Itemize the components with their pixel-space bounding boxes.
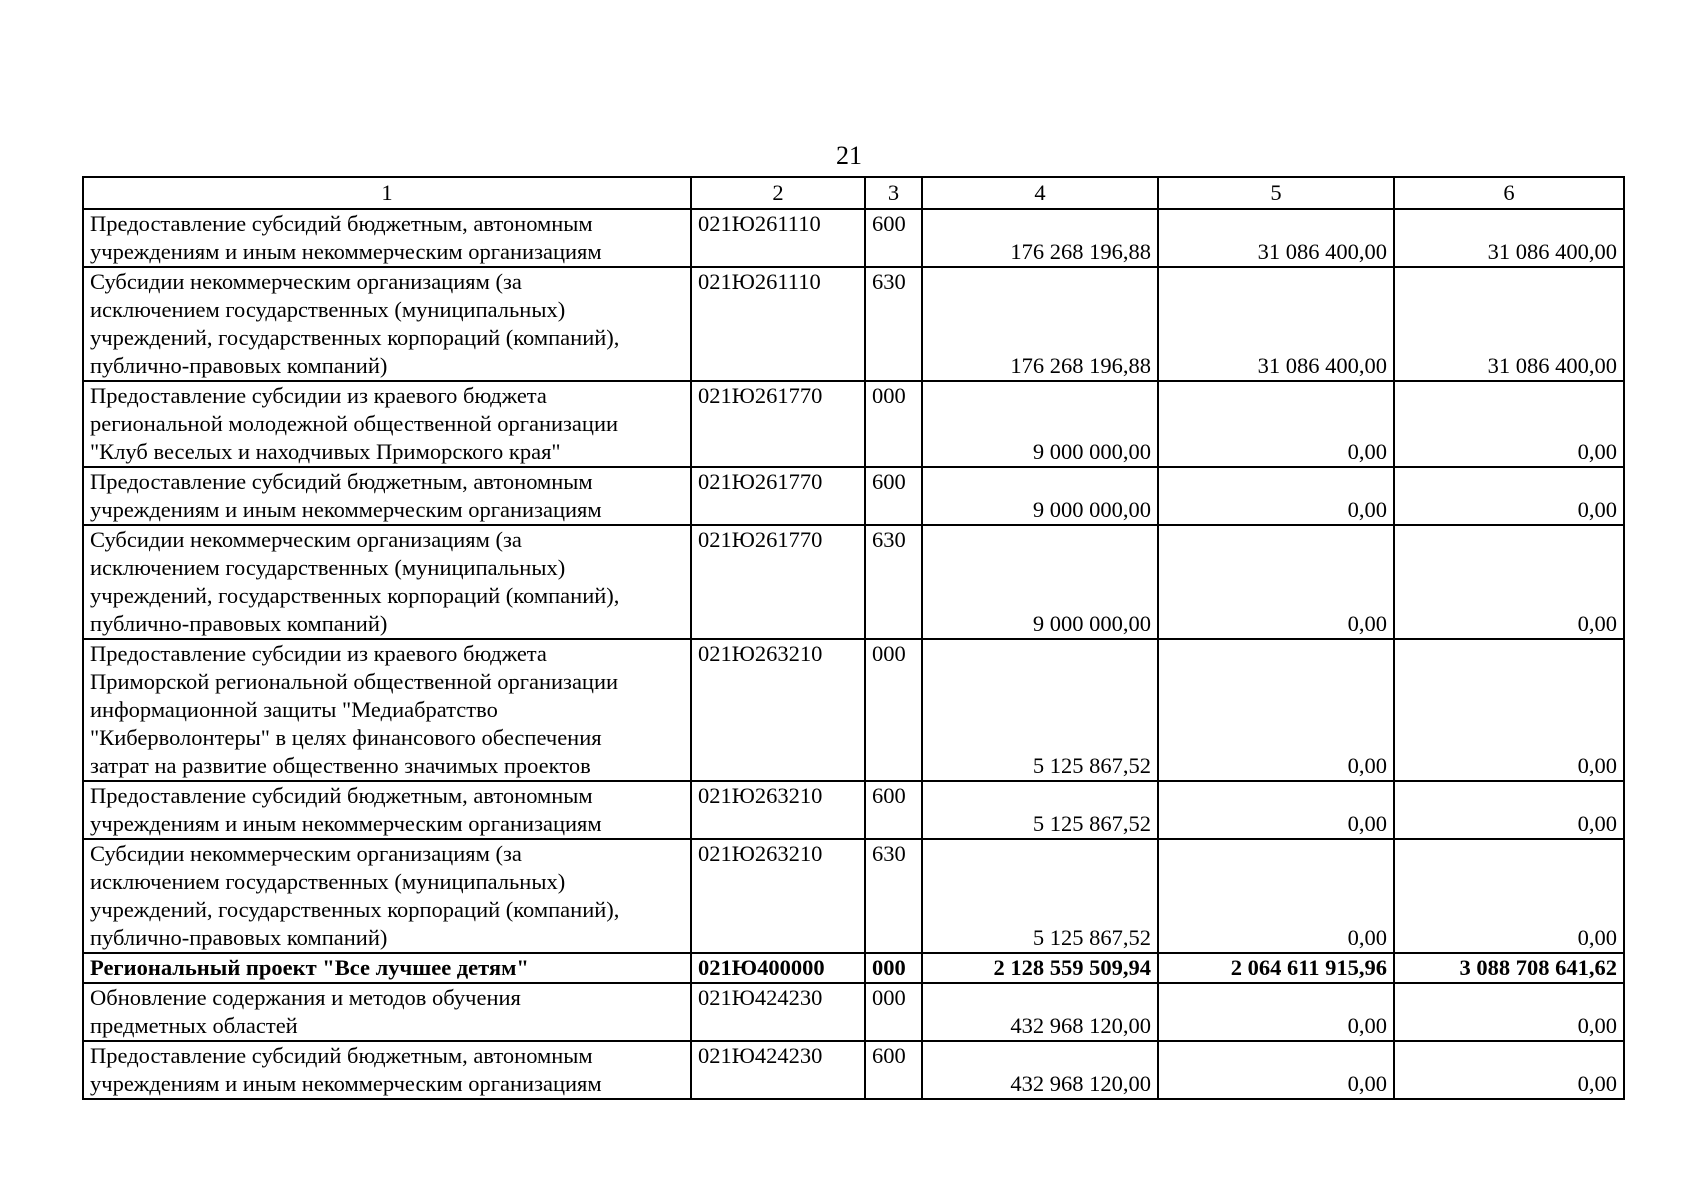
row-code-cell: 021Ю263210 (691, 639, 865, 781)
row-name-line: Обновление содержания и методов обучения (90, 985, 521, 1010)
row-name-line: Субсидии некоммерческим организациям (за (90, 841, 522, 866)
row-value-col4: 5 125 867,52 (922, 839, 1158, 953)
row-value-col4: 176 268 196,88 (922, 267, 1158, 381)
row-value-col5: 31 086 400,00 (1158, 267, 1394, 381)
table-row (83, 1041, 1624, 1099)
row-name-cell (83, 1041, 691, 1099)
row-name-cell (83, 467, 691, 525)
row-code-cell: 021Ю424230 (691, 983, 865, 1041)
row-code-cell: 021Ю261110 (691, 209, 865, 267)
row-code-cell: 021Ю424230 (691, 1041, 865, 1099)
row-value-col5: 0,00 (1158, 1041, 1394, 1099)
row-name-line: затрат на развитие общественно значимых проектов (90, 753, 591, 778)
row-name-cell (83, 781, 691, 839)
row-value-col4: 5 125 867,52 (922, 781, 1158, 839)
row-value-col6: 0,00 (1394, 983, 1624, 1041)
table-row (83, 639, 1624, 781)
row-value-col6: 0,00 (1394, 381, 1624, 467)
table-row (83, 209, 1624, 267)
row-value-col6: 0,00 (1394, 525, 1624, 639)
row-name-line: Предоставление субсидий бюджетным, автономным (90, 469, 593, 494)
row-value-col6: 3 088 708 641,62 (1394, 953, 1624, 983)
row-value-col6: 31 086 400,00 (1394, 209, 1624, 267)
row-value-col4: 2 128 559 509,94 (922, 953, 1158, 983)
row-value-col5: 0,00 (1158, 525, 1394, 639)
row-name-line: информационной защиты "Медиабратство (90, 697, 498, 722)
row-name-line: "Киберволонтеры" в целях финансового обеспечения (90, 725, 602, 750)
row-value-col4: 5 125 867,52 (922, 639, 1158, 781)
table-row (83, 381, 1624, 467)
header-cell-3: 3 (865, 177, 922, 209)
row-name-line: "Клуб веселых и находчивых Приморского края" (90, 439, 561, 464)
row-name-cell (83, 639, 691, 781)
row-name-line: учреждений, государственных корпораций (компаний), (90, 897, 620, 922)
row-name-line: учреждениям и иным некоммерческим организациям (90, 811, 602, 836)
budget-table (82, 176, 1625, 1100)
row-name-line: региональной молодежной общественной организации (90, 411, 619, 436)
row-name-line: Предоставление субсидий бюджетным, автономным (90, 1043, 593, 1068)
row-kind-cell: 600 (865, 467, 922, 525)
table-row (83, 267, 1624, 381)
row-code-cell: 021Ю263210 (691, 781, 865, 839)
row-name-cell (83, 839, 691, 953)
row-name-line: публично-правовых компаний) (90, 353, 388, 378)
row-kind-cell: 000 (865, 381, 922, 467)
row-name-line: Предоставление субсидии из краевого бюджета (90, 641, 547, 666)
row-value-col5: 0,00 (1158, 381, 1394, 467)
row-name-line: Субсидии некоммерческим организациям (за (90, 527, 522, 552)
row-name-line: Предоставление субсидий бюджетным, автономным (90, 211, 593, 236)
row-name-line: Региональный проект "Все лучшее детям" (90, 955, 529, 980)
table-row (83, 983, 1624, 1041)
row-value-col6: 0,00 (1394, 781, 1624, 839)
row-code-cell: 021Ю400000 (691, 953, 865, 983)
row-name-cell (83, 209, 691, 267)
row-value-col6: 0,00 (1394, 639, 1624, 781)
row-value-col6: 31 086 400,00 (1394, 267, 1624, 381)
row-kind-cell: 000 (865, 953, 922, 983)
table-header-row (83, 177, 1624, 209)
row-name-line: Субсидии некоммерческим организациям (за (90, 269, 522, 294)
row-name-line: исключением государственных (муниципальных) (90, 869, 566, 894)
row-code-cell: 021Ю261770 (691, 381, 865, 467)
row-name-line: предметных областей (90, 1013, 298, 1038)
row-name-cell (83, 267, 691, 381)
row-kind-cell: 630 (865, 267, 922, 381)
row-name-line: Предоставление субсидии из краевого бюджета (90, 383, 547, 408)
table-row (83, 781, 1624, 839)
row-value-col5: 0,00 (1158, 639, 1394, 781)
row-value-col4: 432 968 120,00 (922, 983, 1158, 1041)
row-name-line: публично-правовых компаний) (90, 611, 388, 636)
row-name-cell (83, 983, 691, 1041)
page-number: 21 (836, 141, 862, 170)
row-name-line: исключением государственных (муниципальных) (90, 297, 566, 322)
row-value-col6: 0,00 (1394, 839, 1624, 953)
table-row (83, 953, 1624, 983)
row-kind-cell: 600 (865, 781, 922, 839)
row-value-col4: 432 968 120,00 (922, 1041, 1158, 1099)
row-name-cell (83, 381, 691, 467)
row-value-col5: 0,00 (1158, 781, 1394, 839)
row-kind-cell: 000 (865, 639, 922, 781)
row-value-col4: 9 000 000,00 (922, 525, 1158, 639)
table-row (83, 525, 1624, 639)
row-name-line: учреждениям и иным некоммерческим организациям (90, 239, 602, 264)
row-name-line: учреждений, государственных корпораций (компаний), (90, 583, 620, 608)
row-code-cell: 021Ю261110 (691, 267, 865, 381)
row-name-line: исключением государственных (муниципальных) (90, 555, 566, 580)
row-code-cell: 021Ю263210 (691, 839, 865, 953)
row-kind-cell: 000 (865, 983, 922, 1041)
row-value-col5: 0,00 (1158, 839, 1394, 953)
row-name-line: публично-правовых компаний) (90, 925, 388, 950)
row-name-line: Приморской региональной общественной организации (90, 669, 619, 694)
row-value-col5: 0,00 (1158, 467, 1394, 525)
row-name-line: учреждениям и иным некоммерческим организациям (90, 497, 602, 522)
header-cell-6: 6 (1394, 177, 1624, 209)
table-row (83, 839, 1624, 953)
row-kind-cell: 630 (865, 525, 922, 639)
row-value-col5: 0,00 (1158, 983, 1394, 1041)
row-kind-cell: 630 (865, 839, 922, 953)
row-value-col6: 0,00 (1394, 1041, 1624, 1099)
row-value-col4: 176 268 196,88 (922, 209, 1158, 267)
header-cell-1: 1 (83, 177, 691, 209)
row-name-cell (83, 953, 691, 983)
row-code-cell: 021Ю261770 (691, 467, 865, 525)
row-name-cell (83, 525, 691, 639)
header-cell-5: 5 (1158, 177, 1394, 209)
table-row (83, 467, 1624, 525)
row-value-col5: 31 086 400,00 (1158, 209, 1394, 267)
row-value-col6: 0,00 (1394, 467, 1624, 525)
row-value-col4: 9 000 000,00 (922, 381, 1158, 467)
row-kind-cell: 600 (865, 209, 922, 267)
row-name-line: учреждений, государственных корпораций (компаний), (90, 325, 620, 350)
row-value-col5: 2 064 611 915,96 (1158, 953, 1394, 983)
row-kind-cell: 600 (865, 1041, 922, 1099)
header-cell-4: 4 (922, 177, 1158, 209)
row-name-line: Предоставление субсидий бюджетным, автономным (90, 783, 593, 808)
row-value-col4: 9 000 000,00 (922, 467, 1158, 525)
row-name-line: учреждениям и иным некоммерческим организациям (90, 1071, 602, 1096)
header-cell-2: 2 (691, 177, 865, 209)
row-code-cell: 021Ю261770 (691, 525, 865, 639)
